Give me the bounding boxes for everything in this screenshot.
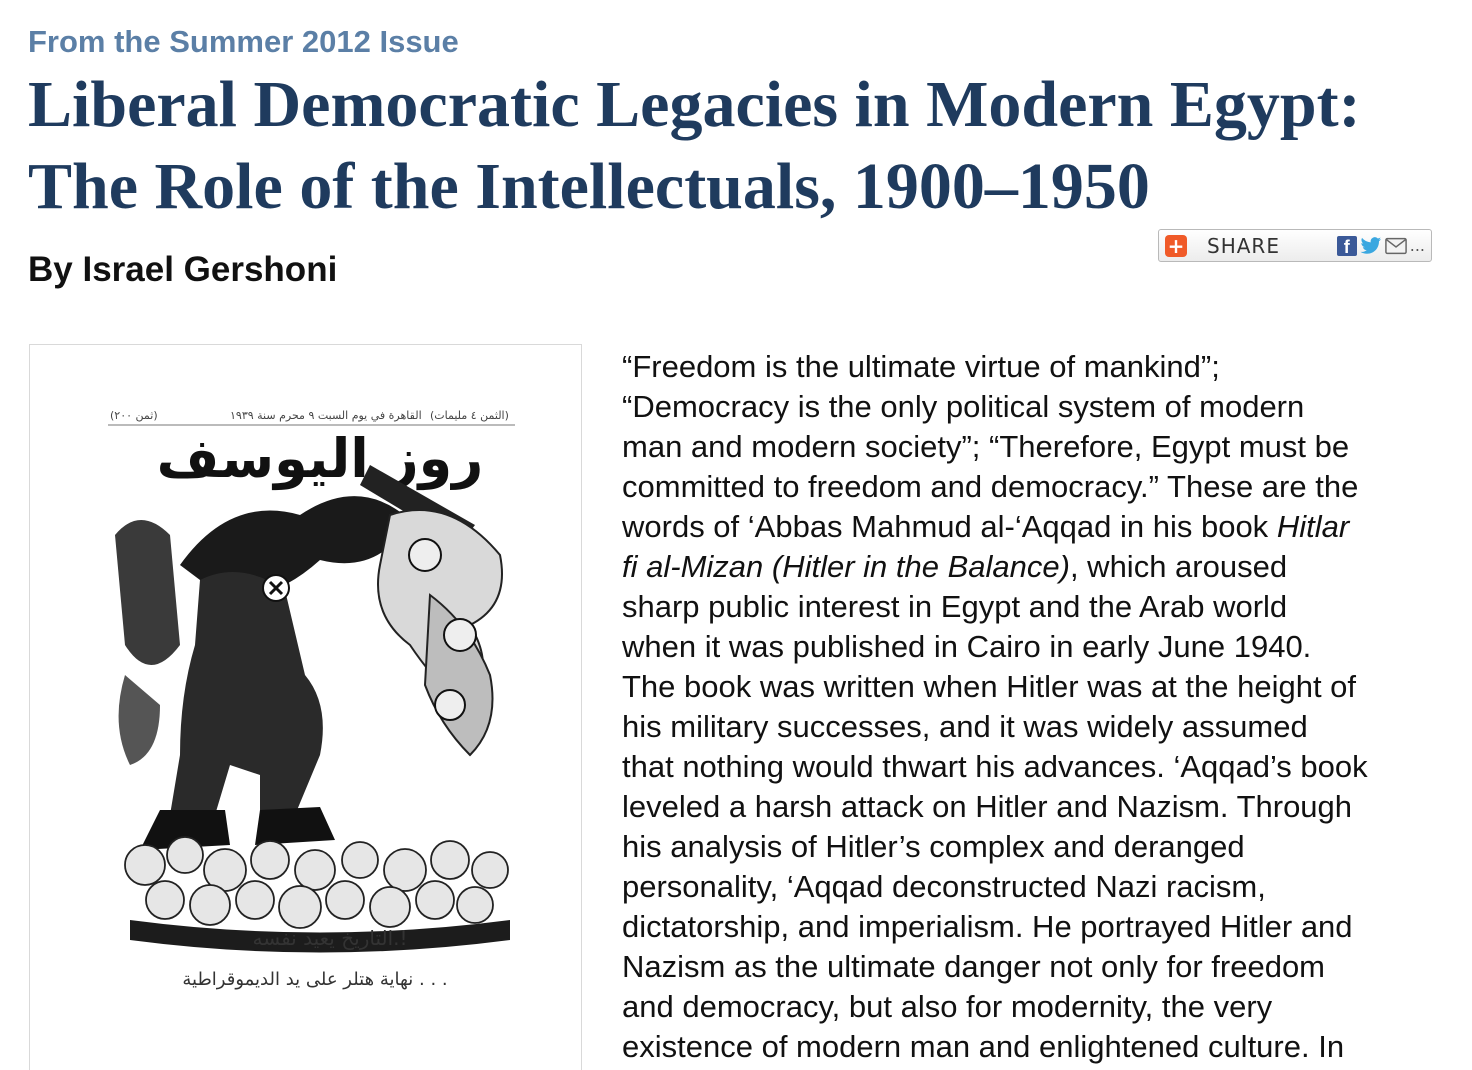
share-label: SHARE xyxy=(1207,233,1280,258)
more-icon[interactable]: ... xyxy=(1409,235,1425,255)
article-title-line-1: Liberal Democratic Legacies in Modern Egypt: xyxy=(28,68,1361,141)
body-text-run: leveled a harsh attack on Hitler and Nazism. Through xyxy=(622,789,1353,824)
body-text-run: committed to freedom and democracy.” These are the xyxy=(622,469,1359,504)
body-text-run: “Freedom is the ultimate virtue of mankind”; xyxy=(622,349,1220,384)
facebook-icon[interactable]: f xyxy=(1337,236,1357,256)
figure-caption-line-2: نهاية هتلر على يد الديموقراطية . . . xyxy=(182,969,448,990)
figure-header-left: (ثمن ٢٠٠) xyxy=(110,409,158,422)
article-body xyxy=(622,347,1452,1067)
body-line xyxy=(622,667,1452,707)
article-title-line-2: The Role of the Intellectuals, 1900–1950 xyxy=(28,150,1150,223)
body-line xyxy=(622,627,1452,667)
body-line xyxy=(622,507,1452,547)
body-text-run: his analysis of Hitler’s complex and deranged xyxy=(622,829,1245,864)
book-title-italic: Hitlar xyxy=(1276,509,1350,544)
body-text-run: personality, ‘Aqqad deconstructed Nazi racism, xyxy=(622,869,1266,904)
share-button[interactable] xyxy=(1158,229,1432,262)
figure-header-mid: القاهرة في يوم السبت ٩ محرم سنة ١٩٣٩ xyxy=(230,409,422,422)
body-text-run: , which aroused xyxy=(1069,549,1288,584)
body-text-run: words of ‘Abbas Mahmud al-‘Aqqad in his book xyxy=(622,509,1277,544)
body-text-run: dictatorship, and imperialism. He portrayed Hitler and xyxy=(622,909,1353,944)
body-line xyxy=(622,387,1452,427)
author-byline: By Israel Gershoni xyxy=(28,250,338,289)
body-line xyxy=(622,947,1452,987)
body-text-run: man and modern society”; “Therefore, Egypt must be xyxy=(622,429,1350,464)
article-title xyxy=(28,64,1448,228)
body-line xyxy=(622,1027,1452,1067)
body-line xyxy=(622,827,1452,867)
share-services xyxy=(1337,236,1425,256)
figure-masthead: روز اليوسف xyxy=(156,427,484,490)
body-line xyxy=(622,467,1452,507)
email-icon[interactable] xyxy=(1385,237,1407,255)
body-line xyxy=(622,587,1452,627)
body-line xyxy=(622,867,1452,907)
article-figure-cartoon xyxy=(29,344,582,1070)
issue-kicker-link[interactable]: From the Summer 2012 Issue xyxy=(28,24,459,59)
body-line xyxy=(622,547,1452,587)
body-text-run: Nazism as the ultimate danger not only for freedom xyxy=(622,949,1326,984)
body-line xyxy=(622,707,1452,747)
body-line xyxy=(622,347,1452,387)
body-line xyxy=(622,747,1452,787)
body-line xyxy=(622,987,1452,1027)
figure-header-right: (الثمن ٤ مليمات) xyxy=(430,409,509,422)
body-text-run: sharp public interest in Egypt and the Arab world xyxy=(622,589,1288,624)
twitter-icon[interactable] xyxy=(1360,236,1382,256)
cartoon-image xyxy=(30,345,583,1070)
figure-caption-line-1: التاريخ يعيد نفسه.! xyxy=(252,926,408,950)
body-text-run: The book was written when Hitler was at the height of xyxy=(622,669,1357,704)
plus-icon: + xyxy=(1165,235,1187,257)
body-text-run: his military successes, and it was widely assumed xyxy=(622,709,1308,744)
body-line xyxy=(622,427,1452,467)
body-line xyxy=(622,907,1452,947)
body-line xyxy=(622,787,1452,827)
body-text-run: and democracy, but also for modernity, the very xyxy=(622,989,1273,1024)
book-title-italic: fi al-Mizan (Hitler in the Balance) xyxy=(622,549,1070,584)
body-text-run: that nothing would thwart his advances. ‘Aqqad’s book xyxy=(622,749,1368,784)
body-text-run: when it was published in Cairo in early June 1940. xyxy=(622,629,1312,664)
body-text-run: “Democracy is the only political system of modern xyxy=(622,389,1305,424)
body-text-run: existence of modern man and enlightened culture. In xyxy=(622,1029,1345,1064)
